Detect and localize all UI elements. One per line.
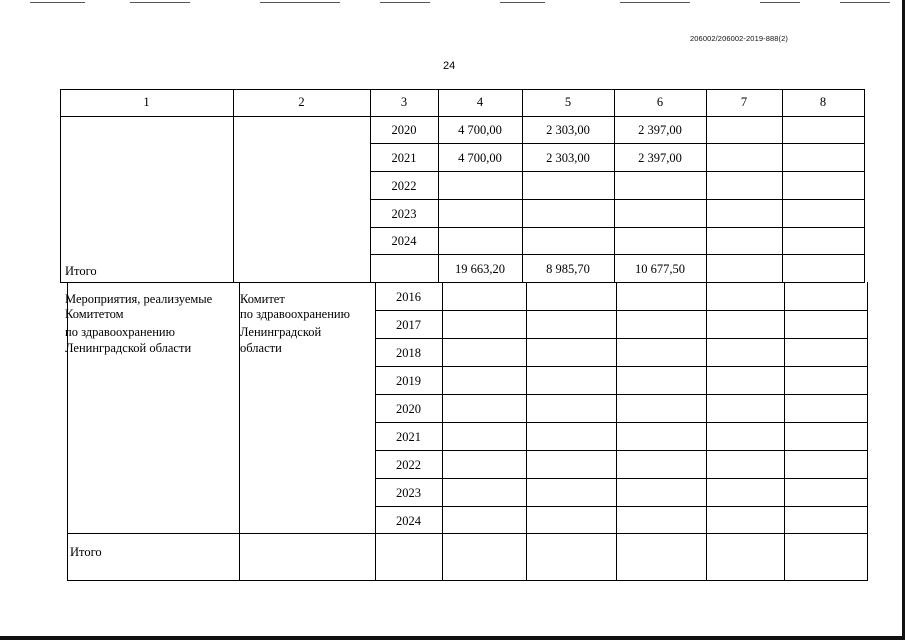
amount-cell: 2 303,00 bbox=[546, 151, 590, 165]
document-id: 206002/206002-2019-888(2) bbox=[690, 34, 788, 43]
grid-line bbox=[60, 89, 865, 90]
year-cell: 2018 bbox=[396, 346, 421, 360]
grid-line bbox=[370, 254, 865, 255]
amount-cell: 2 397,00 bbox=[638, 151, 682, 165]
grid-line bbox=[614, 89, 615, 282]
grid-line bbox=[526, 282, 527, 580]
grid-line bbox=[375, 366, 868, 367]
total-amount: 8 985,70 bbox=[546, 262, 590, 276]
grid-line bbox=[67, 533, 868, 534]
year-cell: 2021 bbox=[391, 151, 417, 165]
total-label: Итого bbox=[70, 545, 102, 559]
amount-cell: 2 397,00 bbox=[638, 123, 682, 137]
grid-line bbox=[616, 282, 617, 580]
grid-line bbox=[782, 89, 783, 282]
grid-line bbox=[867, 282, 868, 580]
grid-line bbox=[375, 310, 868, 311]
grid-line bbox=[67, 580, 868, 581]
amount-cell: 4 700,00 bbox=[458, 123, 502, 137]
grid-line bbox=[60, 116, 865, 117]
grid-line bbox=[706, 282, 707, 580]
measures-line: по здравоохранению bbox=[65, 325, 175, 339]
grid-line bbox=[60, 282, 865, 283]
total-amount: 19 663,20 bbox=[455, 262, 505, 276]
amount-cell: 2 303,00 bbox=[546, 123, 590, 137]
header-col-4: 4 bbox=[476, 95, 484, 109]
grid-line bbox=[375, 506, 868, 507]
grid-line bbox=[438, 89, 439, 282]
year-cell: 2024 bbox=[396, 514, 421, 528]
header-col-2: 2 bbox=[298, 95, 305, 109]
scan-top-edge bbox=[0, 0, 905, 6]
grid-line bbox=[375, 450, 868, 451]
executor-line: Ленинградской bbox=[240, 325, 322, 339]
header-col-8: 8 bbox=[819, 95, 827, 109]
year-cell: 2019 bbox=[396, 374, 421, 388]
grid-line bbox=[370, 143, 865, 144]
scan-bottom-edge bbox=[0, 636, 905, 640]
measures-line: Мероприятия, реализуемые bbox=[65, 292, 213, 306]
grid-line bbox=[375, 478, 868, 479]
header-col-1: 1 bbox=[143, 95, 150, 109]
header-col-7: 7 bbox=[740, 95, 748, 109]
grid-line bbox=[370, 171, 865, 172]
grid-line bbox=[375, 422, 868, 423]
total-label: Итого bbox=[65, 264, 97, 278]
total-amount: 10 677,50 bbox=[635, 262, 685, 276]
grid-line bbox=[784, 282, 785, 580]
executor-line: области bbox=[240, 341, 282, 355]
year-cell: 2023 bbox=[391, 207, 417, 221]
measures-line: Комитетом bbox=[65, 307, 124, 321]
grid-line bbox=[370, 199, 865, 200]
page-number: 24 bbox=[443, 60, 456, 72]
grid-line bbox=[522, 89, 523, 282]
grid-line bbox=[60, 89, 61, 282]
year-cell: 2020 bbox=[396, 402, 421, 416]
header-col-3: 3 bbox=[400, 95, 408, 109]
year-cell: 2020 bbox=[391, 123, 417, 137]
year-cell: 2016 bbox=[396, 290, 421, 304]
grid-line bbox=[233, 89, 234, 282]
amount-cell: 4 700,00 bbox=[458, 151, 502, 165]
executor-line: по здравоохранению bbox=[240, 307, 350, 321]
year-cell: 2021 bbox=[396, 430, 421, 444]
grid-line bbox=[375, 338, 868, 339]
year-cell: 2022 bbox=[396, 458, 421, 472]
grid-line bbox=[375, 394, 868, 395]
year-cell: 2023 bbox=[396, 486, 421, 500]
grid-line bbox=[370, 227, 865, 228]
grid-line bbox=[706, 89, 707, 282]
grid-line bbox=[864, 89, 865, 282]
year-cell: 2022 bbox=[391, 179, 417, 193]
header-col-6: 6 bbox=[656, 95, 664, 109]
grid-line bbox=[442, 282, 443, 580]
year-cell: 2024 bbox=[391, 234, 417, 248]
header-col-5: 5 bbox=[564, 95, 572, 109]
measures-line: Ленинградской области bbox=[65, 341, 192, 355]
executor-line: Комитет bbox=[240, 292, 285, 306]
year-cell: 2017 bbox=[396, 318, 421, 332]
